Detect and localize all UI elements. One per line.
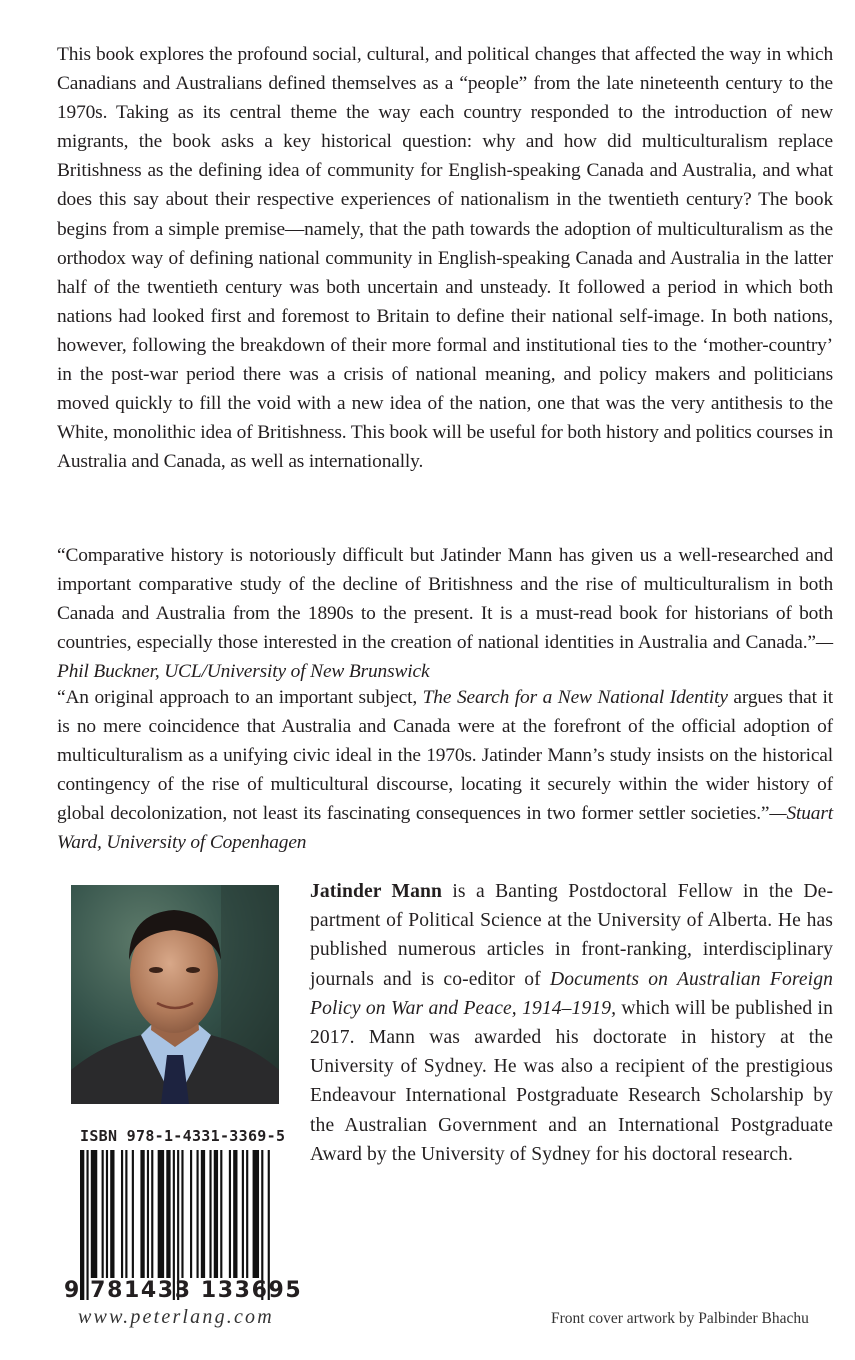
author-portrait-icon [71, 885, 279, 1104]
barcode-digits: 9 781433 133695 [64, 1278, 303, 1303]
author-bio-text-1: is a Banting Postdoctoral Fellow in the Department of Political Science at the University of Alberta. He has published numerous articles in front-ranking, interdisciplinary journals and is co-editor of [310, 881, 833, 990]
description-text: This book explores the profound social, cultural, and political changes that affected the way in which Canadians and Australians defined themselves as a “people” from the late nineteenth century to the 1970s. Taking as its central theme the way each country responded to the introduction of new migrants, the book asks a key historical question: why and how did multiculturalism replace Britishness as the defining idea of community for English-speaking Canada and Australia, and what does this say about their respective experiences of nationalism in the twentieth century? The book begins from a simple premise—namely, that the path towards the adoption of multiculturalism as the orthodox way of defining national community in English-speaking Canada and Australia in the latter half of the twentieth century was both uncertain and unsteady. It followed a period in which both nations had looked first and foremost to Britain to define their national self-image. In both nations, however, following the breakdown of their more formal and institutional ties to the ‘mother-country’ in the post-war period there was a crisis of national meaning, and policy makers and politicians moved quickly to fill the void with a new idea of the nation, one that was the very antithesis to the White, monolithic idea of Britishness. This book will be useful for both history and politics courses in Australia and Canada, as well as internationally. [57, 44, 833, 473]
endorsement-attribution: —Stuart Ward, University of Copenhagen [57, 803, 833, 854]
endorsement-attribution: —Phil Buckner, UCL/University of New Brunswick [57, 632, 833, 683]
book-title: The Search for a New National Identity [422, 687, 728, 708]
endorsement-ward [57, 683, 833, 858]
author-photo [71, 885, 279, 1104]
endorsement-quote-end: argues that it is no mere coincidence that Australia and Canada were at the forefront of the official adoption of multiculturalism as a unifying civic ideal in the 1970s. Jatinder Mann’s study insists on the historical contingency of the rise of multicultural discourse, locating it securely within the wider history of global decolonization, not least its fascinating consequences in two former settler societies.” [57, 687, 833, 825]
author-bio-text-2: which will be published in 2017. Mann was awarded his doctorate in history at the University of Sydney. He was also a recipient of the prestigious Endeavour International Postgraduate Research Scholarship by the Australian Government and an International Postgraduate Award by the University of Sydney for his doctoral research. [310, 997, 833, 1165]
author-bio [310, 877, 833, 1169]
author-name: Jatinder Mann [310, 881, 443, 902]
endorsement-quote-start: “An original approach to an important subject, [57, 687, 423, 708]
edited-book-title: Documents on Australian Foreign Policy on War and Peace, 1914–1919, [310, 968, 833, 1019]
book-description [57, 40, 833, 476]
endorsement-buckner [57, 541, 833, 686]
endorsement-quote: “Comparative history is notoriously difficult but Jatinder Mann has given us a well-researched and important comparative study of the decline of Britishness and the rise of multiculturalism in both Canada and Australia from the 1890s to the present. It is a must-read book for historians of both countries, especially those interested in the creation of national identities in Australia and Canada.” [57, 545, 833, 654]
publisher-url: www.peterlang.com [78, 1306, 274, 1328]
isbn-label: ISBN 978-1-4331-3369-5 [80, 1127, 286, 1145]
cover-artwork-credit: Front cover artwork by Palbinder Bhachu [551, 1310, 809, 1327]
